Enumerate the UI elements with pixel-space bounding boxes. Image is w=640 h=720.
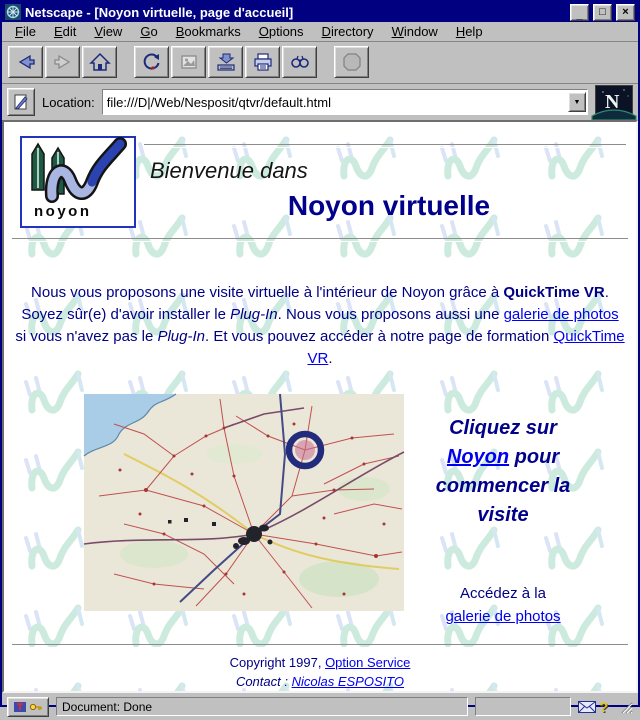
status-message: Document: Done <box>56 697 468 716</box>
maximize-button[interactable]: □ <box>593 4 612 21</box>
mail-icon <box>578 701 596 713</box>
option-service-link[interactable]: Option Service <box>325 655 411 670</box>
divider <box>12 238 628 242</box>
location-bar <box>2 84 638 120</box>
images-icon <box>178 51 200 73</box>
intro-paragraph: Nous vous proposons une visite virtuelle à l'intérieur de Noyon grâce à QuickTime VR. Soyez sûr(e) d'avoir installer le Plug-In. Nous vous proposons aussi une galerie de photos si vous n'avez pas le Plug-In. Et vous pouvez accéder à notre page de formation QuickTime VR. <box>15 284 625 367</box>
open-icon <box>215 51 237 73</box>
security-indicator-button[interactable] <box>7 697 49 717</box>
minimize-button[interactable]: _ <box>570 4 589 21</box>
netscape-window-icon[interactable] <box>5 4 21 20</box>
location-label: Location: <box>42 94 95 110</box>
forward-button[interactable] <box>45 46 80 78</box>
menu-bookmarks[interactable]: Bookmarks <box>175 24 241 39</box>
title-bar <box>2 2 638 22</box>
toolbar <box>2 42 638 84</box>
gallery-link[interactable]: galerie de photos <box>503 306 619 323</box>
gallery-link-2[interactable]: galerie de photos <box>445 608 561 625</box>
location-field <box>102 89 588 115</box>
stop-button[interactable] <box>334 46 369 78</box>
noyon-map-image[interactable] <box>84 394 404 628</box>
menu-go[interactable]: Go <box>140 24 158 39</box>
svg-text:N: N <box>605 91 620 113</box>
browser-viewport <box>2 120 638 693</box>
open-button[interactable] <box>208 46 243 78</box>
reload-button[interactable] <box>134 46 169 78</box>
menu-help[interactable]: Help <box>455 24 483 39</box>
print-button[interactable] <box>245 46 280 78</box>
resize-grip[interactable] <box>619 700 633 714</box>
home-icon <box>89 51 111 73</box>
window-title: Netscape - [Noyon virtuelle, page d'accueil] <box>25 4 294 20</box>
page-link-button[interactable] <box>7 88 35 116</box>
close-button[interactable]: × <box>616 4 635 21</box>
find-icon <box>289 51 311 73</box>
forward-icon <box>52 51 74 73</box>
divider <box>12 644 628 648</box>
mail-area[interactable] <box>578 699 608 715</box>
menu-directory[interactable]: Directory <box>321 24 374 39</box>
back-button[interactable] <box>8 46 43 78</box>
netscape-n-logo[interactable] <box>595 85 633 119</box>
svg-text:noyon: noyon <box>34 203 92 220</box>
sidebar-text <box>404 394 628 628</box>
cta-text: Cliquez sur Noyon pour commencer la visite <box>435 417 571 526</box>
reload-icon <box>141 51 163 73</box>
mail-status-icon: ? <box>599 698 608 715</box>
page-body <box>4 122 636 691</box>
menu-window[interactable]: Window <box>391 24 438 39</box>
menu-edit[interactable]: Edit <box>53 24 77 39</box>
home-button[interactable] <box>82 46 117 78</box>
back-icon <box>15 51 37 73</box>
welcome-text: Bienvenue dans <box>150 158 308 183</box>
quicktime-vr-link[interactable]: QuickTime VR <box>307 328 625 367</box>
stop-icon <box>341 51 363 73</box>
menu-view[interactable]: View <box>94 24 123 39</box>
location-dropdown-button[interactable] <box>568 92 586 112</box>
find-button[interactable] <box>282 46 317 78</box>
security-badge-icon <box>14 701 27 713</box>
menu-file[interactable]: File <box>15 24 36 39</box>
page-link-icon <box>12 93 30 111</box>
page-footer: Copyright 1997, Option Service Contact : Nicolas ESPOSITO <box>229 655 411 689</box>
status-bar <box>2 693 638 720</box>
noyon-logo-image <box>22 138 130 222</box>
menu-options[interactable]: Options <box>258 24 304 39</box>
page-title: Noyon virtuelle <box>287 190 491 221</box>
security-key-icon <box>29 701 43 713</box>
main-row <box>12 394 628 628</box>
status-progress <box>475 697 571 716</box>
menu-bar <box>2 22 638 42</box>
page-header <box>12 128 628 236</box>
location-input[interactable] <box>104 95 568 110</box>
noyon-logo <box>20 136 136 228</box>
contact-link[interactable]: Nicolas ESPOSITO <box>291 674 405 689</box>
noyon-link[interactable]: Noyon <box>446 446 510 468</box>
images-button[interactable] <box>171 46 206 78</box>
header-divider <box>144 144 626 148</box>
gallery-access: Accédez à la galerie de photos <box>445 585 561 625</box>
chevron-down-icon: ▼ <box>573 98 581 106</box>
print-icon <box>252 51 274 73</box>
